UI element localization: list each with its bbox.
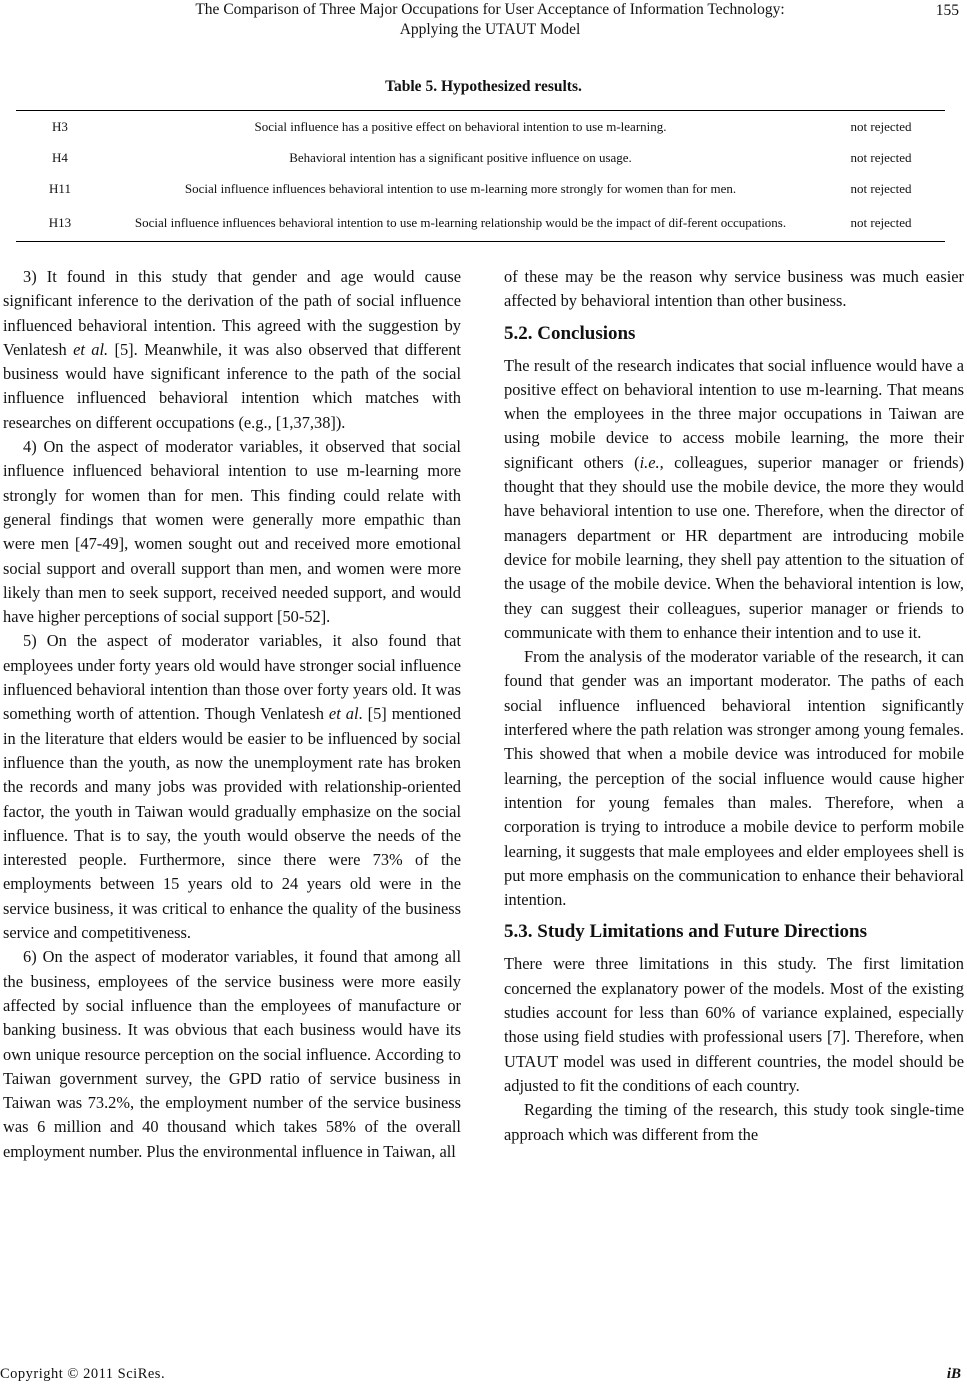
paragraph-item-6: 6) On the aspect of moderator variables, it found that among all the business, employees of the service business were more easily affected by social influence than the employees of manufacture or banking business. It was obvious that each business would have its own unique resource perception on the social influence. According to Taiwan government survey, the GPD ratio of service business in Taiwan was 73.2%, the employment number of the service business was 6 million and 40 thousand which takes 58% of the overall employment number. Plus the environmental influence in Taiwan, all: [3, 947, 461, 1161]
hypothesis-id: H13: [48, 214, 72, 230]
hypothesized-results-table: [16, 110, 945, 242]
hypothesis-text: Social influence influences behavioral intention to use m-learning more strongly for women than for men.: [184, 180, 737, 196]
table-row: [16, 173, 945, 204]
running-header: [90, 0, 890, 40]
hypothesis-id: H3: [52, 118, 68, 134]
paragraph-text: 5) On the aspect of moderator variables, it also found that employees under forty years old would have stronger social influence influenced behavioral intention than those over forty years old. It was something worth of attention. Though Venlatesh: [3, 631, 461, 724]
hypothesis-id: H4: [52, 149, 68, 165]
hypothesis-id: H11: [49, 180, 71, 196]
citation-etal: et al.: [73, 339, 109, 359]
paragraph-item-4: 4) On the aspect of moderator variables, it observed that social influence influenced behavioral intention to use m-learning more strongly for women than for men. This finding could relate with general findings that women were generally more empathic than were men [47-49], women sought out and received more emotional social support and overall support than men, and women were more likely than men to seek support, received needed support, and would have higher perceptions of social support [50-52].: [3, 437, 461, 627]
section-heading-limitations: 5.3. Study Limitations and Future Directions: [504, 921, 867, 943]
hypothesis-result: not rejected: [850, 118, 912, 134]
paragraph-text: 3) It found in this study that gender and age would cause significant inference to the derivation of the path of social influence influenced behavioral intention. This agreed with the suggestion by Venlatesh: [3, 267, 461, 359]
table-row: [16, 204, 945, 242]
table-row: [16, 142, 945, 173]
paragraph-conclusions-1: [504, 354, 964, 646]
paragraph-text: [5]. Meanwhile, it was also observed that different business would have significant inference to the path of the social influence influenced behavioral intention which matches with researches on different occupations (e.g., [1,37,38]).: [3, 339, 461, 432]
paragraph-continuation: of these may be the reason why service business was much easier affected by behavioral intention than other business.: [504, 267, 964, 311]
paragraph-item-5: [3, 629, 461, 945]
table-row: [16, 111, 945, 142]
right-column: [504, 265, 964, 1147]
citation-etal: et al: [328, 704, 359, 724]
section-heading-conclusions: 5.2. Conclusions: [504, 322, 636, 344]
table-caption: Table 5. Hypothesized results.: [385, 78, 582, 95]
hypothesis-text: Social influence has a positive effect on behavioral intention to use m-learning.: [254, 118, 667, 134]
paragraph-text: . [5] mentioned in the literature that elders would be easier to be influenced by social influence than the youth, as now the unemployment rate has broken the records and many jobs was provided with relationship-oriented factor, the youth in Taiwan would gradually emphasize on the social influence. That is to say, the youth would observe the needs of the interested people. Furthermore, since there were 73% of the employments between 15 years old to 24 years old were in the service business, it was critical to enhance the quality of the business service and competitiveness.: [3, 704, 461, 943]
paragraph-text: , colleagues, superior manager or friends) thought that they should use the mobile device, the more they would have behavioral intention to use one. Therefore, when the director of managers department or HR department are introducing mobile device for mobile learning, they shell pay attention to the situation of the usage of the mobile device. When the behavioral intention is low, they can suggest their colleagues, superior manager or friends to communicate with them to enhance their intention and to use it.: [504, 452, 964, 642]
paragraph-conclusions-2: From the analysis of the moderator variable of the research, it can found that gender was an important moderator. The paths of each social influence influenced behavioral intention significantly interfered where the path relation was stronger among young females. This showed that when a mobile device was introduced for mobile learning, the perception of the social influence would cause higher intention for young females than males. Therefore, when a corporation is trying to introduce a mobile device to perform mobile learning, it suggests that male employees and elder employees shell is put more emphasis on the communication to enhance their behavioral intention.: [504, 647, 964, 910]
hypothesis-result: not rejected: [850, 149, 912, 165]
left-column: [3, 265, 461, 1164]
hypothesis-text: Social influence influences behavioral intention to use m-learning relationship would be the impact of dif-ferent occupations.: [134, 214, 787, 230]
paragraph-limitations-2: Regarding the timing of the research, this study took single-time approach which was different from the: [504, 1100, 964, 1144]
page-number: 155: [935, 2, 959, 19]
running-title-line-1: The Comparison of Three Major Occupations for User Acceptance of Information Technology:: [195, 1, 785, 18]
hypothesis-result: not rejected: [850, 214, 912, 230]
paragraph-text: The result of the research indicates that social influence would have a positive effect on behavioral intention to use m-learning. That means when the employees in the three major occupations in Taiwan are using mobile device to access mobile learning, the more their significant others (: [504, 355, 964, 472]
journal-abbreviation: iB: [946, 1366, 961, 1382]
running-title-line-2: Applying the UTAUT Model: [399, 21, 581, 38]
hypothesis-text: Behavioral intention has a significant positive influence on usage.: [289, 149, 632, 165]
abbreviation-ie: i.e.: [639, 452, 660, 472]
paragraph-item-3: [3, 265, 461, 435]
paragraph-limitations-1: There were three limitations in this study. The first limitation concerned the explanatory power of the models. Most of the existing studies account for less than 60% of variance explained, especially those using field studies with professional users [7]. Therefore, when UTAUT model was used in different countries, the model should be adjusted to fit the conditions of each country.: [504, 954, 964, 1095]
copyright-notice: Copyright © 2011 SciRes.: [0, 1366, 166, 1382]
hypothesis-result: not rejected: [850, 180, 912, 196]
